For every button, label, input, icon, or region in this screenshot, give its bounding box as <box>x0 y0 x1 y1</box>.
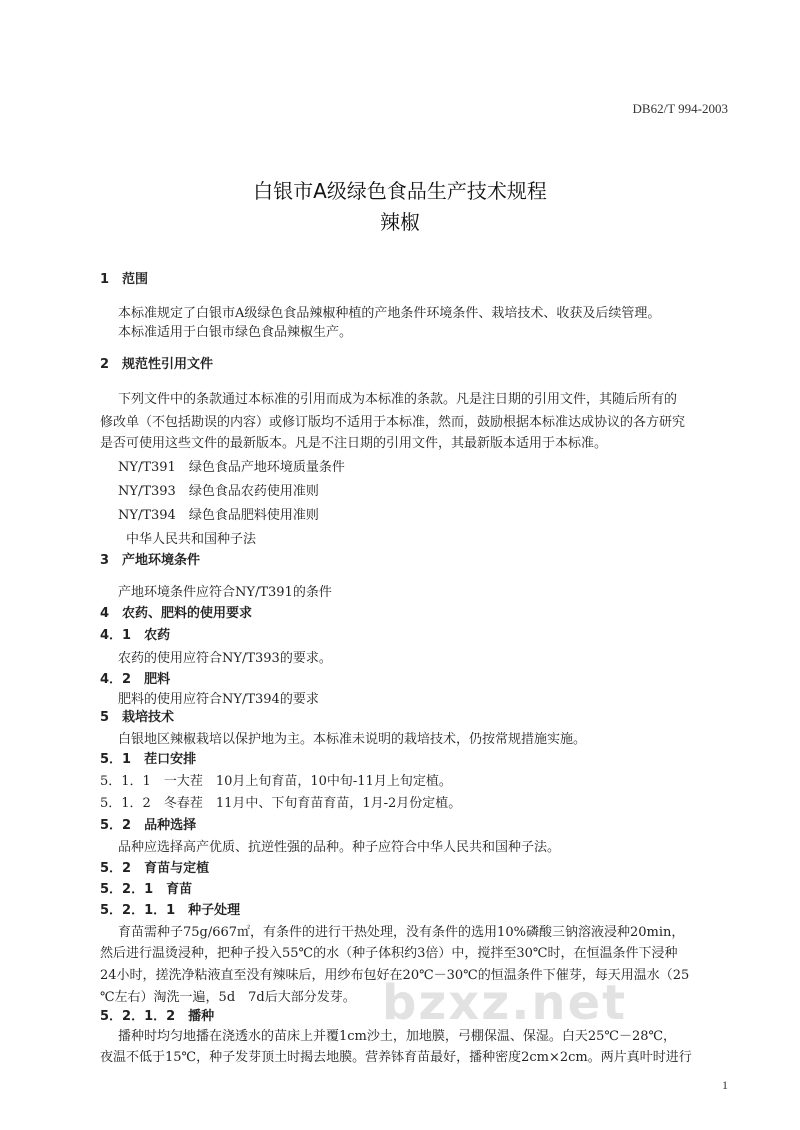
paragraph-line: 24小时，搓洗净粘液直至没有辣味后，用纱布包好在20℃－30℃的恒温条件下催芽，每天用温水（25 <box>100 968 690 983</box>
subsection-heading: 5．2 品种选择 <box>100 818 197 833</box>
document-subtitle: 辣椒 <box>380 210 420 234</box>
section-heading-5: 5 栽培技术 <box>100 710 175 725</box>
page-number: 1 <box>722 1078 728 1092</box>
paragraph-line: 然后进行温烫浸种，把种子投入55℃的水（种子体积约3倍）中，搅拌至30℃时，在恒温条件下浸种 <box>100 946 678 961</box>
paragraph-line: 白银地区辣椒栽培以保护地为主。本标准未说明的栽培技术，仍按常规措施实施。 <box>118 732 587 747</box>
reference-item: NY/T394 绿色食品肥料使用准则 <box>118 508 319 523</box>
paragraph-line: 本标准规定了白银市A级绿色食品辣椒种植的产地条件环境条件、栽培技术、收获及后续管理。 <box>118 306 661 321</box>
section-heading-2: 2 规范性引用文件 <box>100 357 214 372</box>
section-heading-4: 4 农药、肥料的使用要求 <box>100 606 253 621</box>
paragraph-line: 肥料的使用应符合NY/T394的要求 <box>118 692 319 707</box>
paragraph-line: ℃左右）淘洗一遍，5d 7d后大部分发芽。 <box>100 990 356 1005</box>
reference-item: NY/T391 绿色食品产地环境质量条件 <box>118 460 345 475</box>
subsection-heading: 5．2 育苗与定植 <box>100 861 210 876</box>
subsection-heading: 5．2．1 育苗 <box>100 882 193 897</box>
paragraph-line: 夜温不低于15℃，种子发芽顶土时揭去地膜。营养钵育苗最好，播种密度2cm×2cm。两片真叶时进行 <box>100 1050 692 1065</box>
reference-item: 中华人民共和国种子法 <box>126 532 257 547</box>
paragraph-line: 本标准适用于白银市绿色食品辣椒生产。 <box>118 325 353 340</box>
paragraph-line: 5．1．2 冬春茬 11月中、下旬育苗育苗，1月-2月份定植。 <box>100 796 462 811</box>
paragraph-line: 5．1．1 一大茬 10月上旬育苗，10中旬-11月上旬定植。 <box>100 774 452 789</box>
paragraph-line: 农药的使用应符合NY/T393的要求。 <box>118 651 332 666</box>
paragraph-line: 下列文件中的条款通过本标准的引用而成为本标准的条款。凡是注日期的引用文件，其随后所有的 <box>118 392 678 407</box>
paragraph-line: 育苗需种子75g/667㎡，有条件的进行干热处理，没有条件的选用10%磷酸三钠溶液浸种20min， <box>118 925 685 940</box>
subsection-heading: 5．2．1．1 种子处理 <box>100 903 241 918</box>
document-title: 白银市A级绿色食品生产技术规程 <box>253 179 547 203</box>
watermark: bzxz.net <box>382 975 628 1031</box>
paragraph-line: 产地环境条件应符合NY/T391的条件 <box>118 585 332 600</box>
paragraph-line: 修改单（不包括勘误的内容）或修订版均不适用于本标准，然而，鼓励根据本标准达成协议的各方研究 <box>100 415 686 430</box>
subsection-heading: 4．1 农药 <box>100 628 171 643</box>
section-heading-3: 3 产地环境条件 <box>100 553 201 568</box>
reference-item: NY/T393 绿色食品农药使用准则 <box>118 484 319 499</box>
subsection-heading: 4．2 肥料 <box>100 672 171 687</box>
subsection-heading: 5．1 茬口安排 <box>100 752 197 767</box>
paragraph-line: 播种时均匀地播在浇透水的苗床上并覆1cm沙土，加地膜，弓棚保温、保湿。白天25℃－28℃， <box>118 1029 677 1044</box>
subsection-heading: 5．2．1．2 播种 <box>100 1009 215 1024</box>
paragraph-line: 品种应选择高产优质、抗逆性强的品种。种子应符合中华人民共和国种子法。 <box>118 840 561 855</box>
paragraph-line: 是否可使用这些文件的最新版本。凡是不注日期的引用文件，其最新版本适用于本标准。 <box>100 436 608 451</box>
section-heading-1: 1 范围 <box>100 272 149 287</box>
standard-code: DB62/T 994-2003 <box>632 101 728 116</box>
